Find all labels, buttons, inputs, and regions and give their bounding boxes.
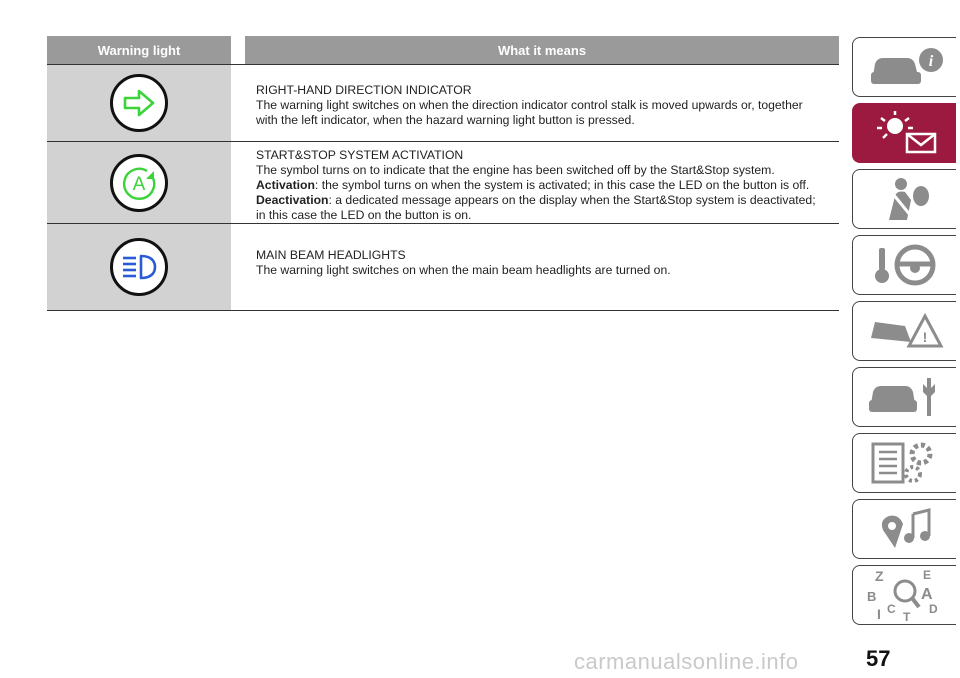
main-beam-headlights-icon: [110, 238, 168, 296]
activation-text: : the symbol turns on when the system is activated; in this case the LED on the button is off.: [314, 178, 810, 192]
deactivation-text: : a dedicated message appears on the display when the Start&Stop system is deactivated; in this case the LED on the button is on.: [256, 193, 816, 222]
tab-multimedia[interactable]: [852, 499, 956, 559]
page-number: 57: [866, 646, 891, 671]
row-title: MAIN BEAM HEADLIGHTS: [256, 248, 406, 262]
svg-text:I: I: [876, 606, 881, 622]
svg-text:D: D: [928, 602, 938, 616]
svg-text:E: E: [922, 568, 931, 582]
svg-text:B: B: [866, 589, 876, 604]
header-what-it-means: What it means: [245, 36, 839, 64]
tab-index[interactable]: [852, 565, 956, 625]
safety-airbag-icon: [865, 176, 945, 222]
row-description: The warning light switches on when the direction indicator control stalk is moved upwards or, together with the left indicator, when the hazard warning light button is pressed.: [256, 98, 803, 127]
index-search-icon: [865, 567, 945, 623]
row-title: START&STOP SYSTEM ACTIVATION: [256, 148, 464, 162]
activation-label: Activation: [256, 178, 315, 192]
tab-safety[interactable]: [852, 169, 956, 229]
svg-text:i: i: [928, 53, 933, 70]
warning-lights-icon: [865, 110, 945, 156]
specifications-gears-icon: [865, 440, 945, 486]
car-accident-icon: [865, 308, 945, 354]
svg-text:!: !: [922, 329, 927, 345]
table-row: [47, 141, 839, 223]
car-info-icon: [865, 44, 945, 90]
start-stop-icon: [110, 154, 168, 212]
tab-maintenance[interactable]: [852, 367, 956, 427]
multimedia-icon: [865, 506, 945, 552]
steering-wheel-icon: [865, 242, 945, 288]
tab-emergency[interactable]: [852, 301, 956, 361]
tab-warning-lights[interactable]: [852, 103, 956, 163]
row-title: RIGHT-HAND DIRECTION INDICATOR: [256, 83, 472, 97]
tab-car-info[interactable]: [852, 37, 956, 97]
tab-technical-data[interactable]: [852, 433, 956, 493]
tab-starting-driving[interactable]: [852, 235, 956, 295]
table-row: [47, 64, 839, 141]
svg-text:C: C: [886, 602, 896, 616]
table-row: [47, 223, 839, 311]
car-maintenance-icon: [865, 374, 945, 420]
row-description: The warning light switches on when the main beam headlights are turned on.: [256, 263, 671, 277]
row-description: The symbol turns on to indicate that the engine has been switched off by the Start&Stop system.: [256, 163, 775, 177]
svg-text:T: T: [902, 610, 910, 623]
svg-text:Z: Z: [874, 568, 884, 584]
header-warning-light: Warning light: [47, 36, 231, 64]
svg-text:A: A: [132, 173, 146, 195]
right-direction-indicator-icon: [110, 74, 168, 132]
deactivation-label: Deactivation: [256, 193, 329, 207]
table-header: [47, 36, 839, 64]
warning-lights-table: [47, 36, 839, 311]
svg-text:A: A: [920, 586, 933, 603]
watermark: carmanualsonline.info: [574, 649, 799, 674]
